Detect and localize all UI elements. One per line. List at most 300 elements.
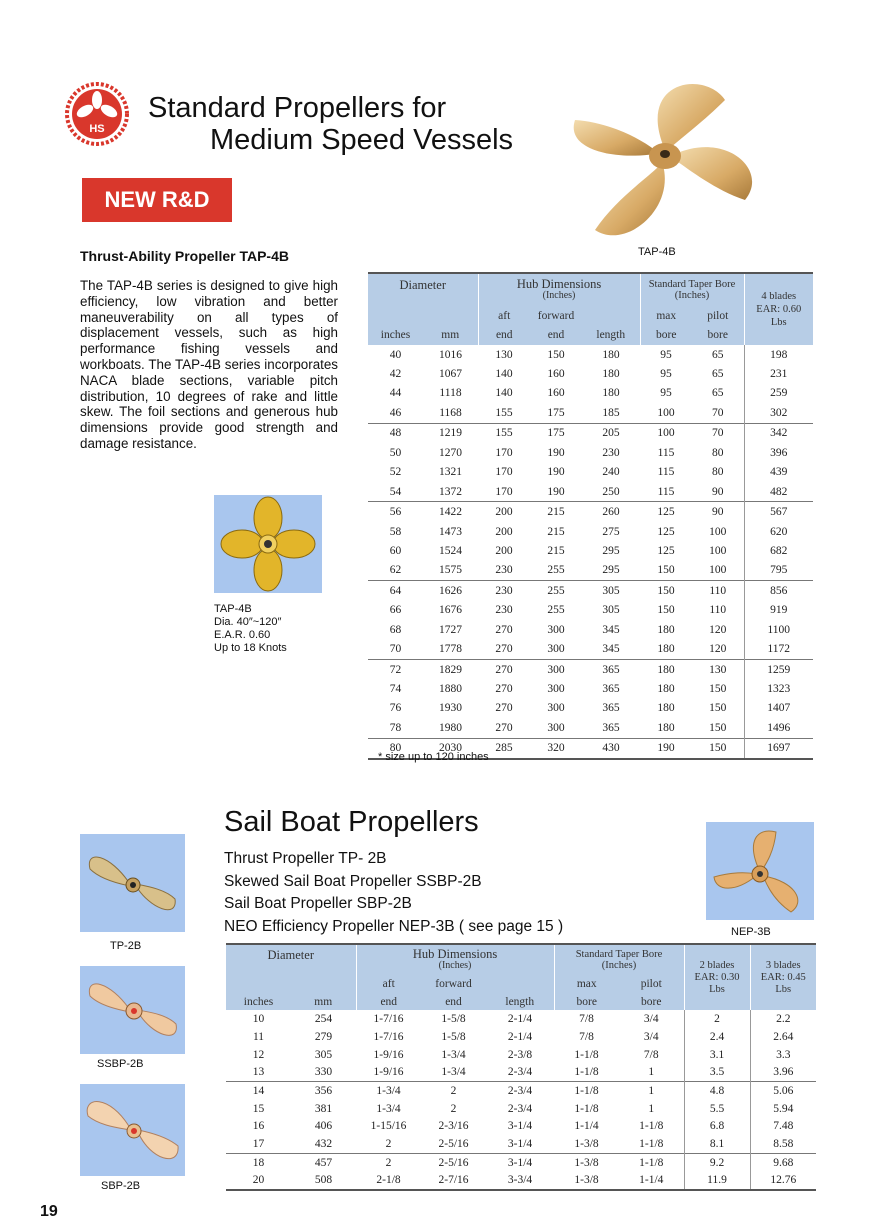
nep3b-photo bbox=[706, 822, 814, 920]
table-cell: 150 bbox=[709, 683, 727, 696]
table-cell: 1473 bbox=[439, 525, 462, 538]
sub-top: pilot bbox=[692, 306, 744, 325]
table-row bbox=[368, 620, 813, 639]
table-cell: 250 bbox=[602, 485, 620, 498]
table-cell: 140 bbox=[495, 368, 513, 381]
table-cell: 180 bbox=[602, 387, 620, 400]
table-cell: 68 bbox=[389, 623, 402, 636]
table-cell: 305 bbox=[314, 1048, 333, 1061]
table-cell: 300 bbox=[547, 643, 565, 656]
table-cell: 200 bbox=[495, 544, 513, 557]
spec-line: Up to 18 Knots bbox=[214, 642, 287, 654]
table-cell: 150 bbox=[692, 738, 744, 759]
table-cell: 66 bbox=[389, 604, 402, 617]
table-cell: 205 bbox=[582, 423, 640, 443]
table-cell: 150 bbox=[547, 348, 565, 361]
table-cell: 1676 bbox=[439, 604, 462, 617]
nep3b-caption: NEP-3B bbox=[731, 926, 771, 938]
table-cell: 160 bbox=[547, 387, 565, 400]
table-row bbox=[368, 679, 813, 698]
table-cell: 2-3/4 bbox=[486, 1082, 554, 1100]
col-group-bore bbox=[640, 273, 744, 306]
table-row bbox=[368, 482, 813, 502]
table-cell: 12 bbox=[252, 1048, 265, 1061]
table-cell: 230 bbox=[602, 446, 620, 459]
table-cell: 1-3/8 bbox=[574, 1138, 599, 1151]
company-logo bbox=[62, 76, 132, 148]
table-cell: 180 bbox=[602, 348, 620, 361]
table-row bbox=[368, 601, 813, 620]
table-cell: 1323 bbox=[744, 679, 813, 698]
table-cell: 95 bbox=[660, 348, 672, 361]
table-cell: 320 bbox=[530, 738, 582, 759]
table-cell: 1727 bbox=[439, 623, 462, 636]
table-cell: 100 bbox=[657, 406, 675, 419]
blades-label: 4 blades bbox=[761, 290, 797, 302]
table-cell: 52 bbox=[389, 466, 402, 479]
table-cell: 46 bbox=[389, 406, 402, 419]
table-cell: 95 bbox=[660, 387, 672, 400]
table-cell: 1-3/4 bbox=[376, 1102, 401, 1115]
col-weight-3-blades bbox=[750, 944, 816, 1010]
table-cell: 72 bbox=[368, 659, 423, 679]
table-cell: 439 bbox=[744, 463, 813, 482]
table-cell: 365 bbox=[582, 659, 640, 679]
table-cell: 919 bbox=[744, 601, 813, 620]
table-cell: 381 bbox=[314, 1102, 333, 1115]
table-cell: 70 bbox=[712, 406, 724, 419]
table-cell: 1626 bbox=[423, 581, 478, 601]
table-cell: 120 bbox=[709, 623, 727, 636]
table-cell: 275 bbox=[602, 525, 620, 538]
ear-label: EAR: 0.60 bbox=[756, 303, 802, 315]
table-cell: 356 bbox=[291, 1082, 356, 1100]
table-cell: 115 bbox=[657, 446, 675, 459]
table-cell: 1-15/16 bbox=[370, 1120, 407, 1133]
sbp2b-caption: SBP-2B bbox=[101, 1180, 141, 1192]
table-cell: 508 bbox=[314, 1174, 333, 1187]
sub-bottom: length bbox=[582, 325, 640, 344]
table-row bbox=[368, 463, 813, 482]
table-cell: 80 bbox=[368, 738, 423, 759]
table-cell: 270 bbox=[495, 702, 513, 715]
table-cell: 155 bbox=[478, 423, 530, 443]
spec-line: Dia. 40″~120″ bbox=[214, 616, 282, 628]
sub-bottom: bore bbox=[692, 325, 744, 344]
table-note: * size up to 120 inches bbox=[378, 751, 489, 763]
table-cell: 1-3/8 bbox=[554, 1153, 619, 1171]
table-cell: 90 bbox=[692, 502, 744, 522]
table-row bbox=[226, 1118, 816, 1136]
table-cell: 1-1/8 bbox=[574, 1048, 599, 1061]
sub-bottom: end bbox=[380, 995, 398, 1008]
table-cell: 180 bbox=[657, 721, 675, 734]
table-cell: 90 bbox=[712, 485, 724, 498]
three-blades-label: 3 blades bbox=[765, 959, 801, 971]
table-cell: 2-3/4 bbox=[507, 1066, 533, 1079]
table-cell: 80 bbox=[712, 446, 724, 459]
table-cell: 78 bbox=[389, 721, 402, 734]
col-group-hub bbox=[356, 944, 554, 975]
table-cell: 58 bbox=[389, 525, 402, 538]
page-number: 19 bbox=[40, 1203, 58, 1220]
table-cell: 100 bbox=[640, 423, 692, 443]
table-cell: 1-1/8 bbox=[639, 1120, 664, 1133]
table-cell: 3-1/4 bbox=[507, 1120, 533, 1133]
table-cell: 3.96 bbox=[750, 1063, 816, 1081]
table-cell: 254 bbox=[314, 1013, 333, 1026]
table-cell: 396 bbox=[744, 443, 813, 462]
table-cell: 62 bbox=[389, 564, 402, 577]
table-cell: 2.2 bbox=[750, 1010, 816, 1028]
logo-text: HS bbox=[89, 123, 105, 135]
hero-caption: TAP-4B bbox=[638, 246, 676, 258]
table-row bbox=[368, 581, 813, 601]
table-cell: 50 bbox=[389, 446, 402, 459]
table-row bbox=[368, 522, 813, 541]
table-cell: 300 bbox=[547, 721, 565, 734]
table-cell: 230 bbox=[478, 581, 530, 601]
table-cell: 1-5/8 bbox=[441, 1013, 466, 1026]
table-cell: 1829 bbox=[423, 659, 478, 679]
table-cell: 185 bbox=[602, 406, 620, 419]
table-cell: 795 bbox=[744, 561, 813, 581]
table-cell: 1-9/16 bbox=[373, 1048, 404, 1061]
tap4b-table-body bbox=[368, 345, 813, 759]
table-cell: 100 bbox=[709, 544, 727, 557]
table-cell: 342 bbox=[744, 423, 813, 443]
table-cell: 1-1/4 bbox=[639, 1174, 664, 1187]
table-cell: 230 bbox=[495, 564, 513, 577]
table-cell: 300 bbox=[547, 683, 565, 696]
table-cell: 180 bbox=[640, 659, 692, 679]
table-cell: 8.1 bbox=[684, 1135, 750, 1153]
table-cell: 125 bbox=[657, 525, 675, 538]
hub-label: Hub Dimensions bbox=[516, 277, 602, 291]
table-row bbox=[368, 541, 813, 560]
table-cell: 270 bbox=[495, 683, 513, 696]
spec-line: E.A.R. 0.60 bbox=[214, 629, 271, 641]
table-cell: 1270 bbox=[439, 446, 462, 459]
table-cell: 345 bbox=[602, 623, 620, 636]
table-cell: 3.5 bbox=[684, 1063, 750, 1081]
table-cell: 3.1 bbox=[684, 1046, 750, 1064]
table-cell: 255 bbox=[547, 564, 565, 577]
lbs-label: Lbs bbox=[775, 983, 792, 995]
ssbp2b-caption: SSBP-2B bbox=[97, 1058, 144, 1070]
title-line-1: Standard Propellers for bbox=[148, 92, 447, 124]
sub-bottom: end bbox=[445, 995, 462, 1008]
col-group-hub bbox=[478, 273, 640, 306]
sub-bottom: length bbox=[486, 993, 554, 1011]
table-cell: 215 bbox=[547, 544, 565, 557]
table-row bbox=[226, 1100, 816, 1118]
sail-table bbox=[226, 943, 816, 1191]
table-cell: 1778 bbox=[439, 643, 462, 656]
table-row bbox=[226, 1010, 816, 1028]
table-row bbox=[226, 1153, 816, 1171]
table-cell: 1172 bbox=[744, 639, 813, 659]
table-cell: 1-3/4 bbox=[356, 1082, 421, 1100]
table-cell: 2-1/4 bbox=[507, 1013, 533, 1026]
table-cell: 3-1/4 bbox=[486, 1153, 554, 1171]
table-cell: 70 bbox=[692, 423, 744, 443]
table-cell: 180 bbox=[657, 683, 675, 696]
table-cell: 3/4 bbox=[643, 1030, 659, 1043]
lbs-label: Lbs bbox=[709, 983, 725, 995]
table-cell: 2-7/16 bbox=[438, 1174, 469, 1187]
sail-section-title: Sail Boat Propellers bbox=[224, 806, 479, 838]
table-cell: 1930 bbox=[439, 702, 462, 715]
lbs-label: Lbs bbox=[770, 316, 787, 328]
table-cell: 2-5/16 bbox=[438, 1138, 469, 1151]
table-cell: 1-3/8 bbox=[574, 1174, 599, 1187]
table-cell: 1067 bbox=[439, 368, 462, 381]
table-cell: 1422 bbox=[423, 502, 478, 522]
sub-top: aft bbox=[498, 309, 511, 322]
col-weight bbox=[744, 273, 813, 345]
table-cell: 270 bbox=[478, 659, 530, 679]
table-cell: 682 bbox=[744, 541, 813, 560]
sub-top: aft bbox=[382, 977, 395, 990]
table-cell: 1496 bbox=[744, 718, 813, 738]
table-cell: 40 bbox=[389, 348, 402, 361]
table-cell: 1100 bbox=[744, 620, 813, 639]
table-cell: 100 bbox=[709, 564, 727, 577]
table-cell: 76 bbox=[389, 702, 402, 715]
table-cell: 44 bbox=[389, 387, 402, 400]
tap4b-spec bbox=[214, 603, 287, 655]
table-row bbox=[226, 1046, 816, 1064]
table-cell: 5.06 bbox=[750, 1082, 816, 1100]
bore-unit: (Inches) bbox=[601, 960, 637, 971]
table-cell: 95 bbox=[660, 368, 672, 381]
table-cell: 1-5/8 bbox=[441, 1030, 466, 1043]
sub-top: pilot bbox=[619, 975, 684, 993]
table-cell: 48 bbox=[368, 423, 423, 443]
sub-top: max bbox=[656, 309, 677, 322]
table-cell: 7/8 bbox=[579, 1013, 594, 1026]
table-cell: 2-3/8 bbox=[507, 1048, 533, 1061]
table-cell: 1524 bbox=[439, 544, 462, 557]
table-cell: 100 bbox=[709, 525, 727, 538]
table-row bbox=[368, 345, 813, 364]
table-row bbox=[368, 502, 813, 522]
table-cell: 215 bbox=[530, 502, 582, 522]
table-cell: 305 bbox=[582, 581, 640, 601]
table-cell: 12.76 bbox=[750, 1172, 816, 1191]
table-cell: 65 bbox=[712, 368, 724, 381]
table-cell: 110 bbox=[709, 604, 727, 617]
table-cell: 1118 bbox=[439, 387, 462, 400]
table-row bbox=[226, 1063, 816, 1081]
table-cell: 365 bbox=[602, 683, 620, 696]
col-weight-2-blades bbox=[684, 944, 750, 1010]
table-row bbox=[368, 423, 813, 443]
table-row bbox=[368, 364, 813, 383]
table-cell: 13 bbox=[252, 1066, 265, 1079]
table-cell: 1 bbox=[648, 1102, 655, 1115]
table-cell: 2-3/16 bbox=[438, 1120, 469, 1133]
table-cell: 1697 bbox=[744, 738, 813, 759]
table-cell: 1016 bbox=[439, 348, 462, 361]
table-cell: 2 bbox=[684, 1010, 750, 1028]
table-row bbox=[226, 1172, 816, 1191]
table-cell: 8.58 bbox=[750, 1135, 816, 1153]
sub-bottom: mm bbox=[423, 325, 478, 344]
table-cell: 302 bbox=[744, 403, 813, 423]
table-row bbox=[226, 1082, 816, 1100]
table-cell: 345 bbox=[602, 643, 620, 656]
table-cell: 1372 bbox=[439, 485, 462, 498]
col-group-diameter: Diameter bbox=[368, 273, 478, 306]
table-cell: 330 bbox=[314, 1066, 333, 1079]
tap4b-propeller-photo bbox=[555, 70, 770, 250]
table-cell: 1-1/8 bbox=[619, 1153, 684, 1171]
table-cell: 365 bbox=[602, 721, 620, 734]
table-cell: 300 bbox=[547, 623, 565, 636]
table-row bbox=[226, 1028, 816, 1046]
table-cell: 1575 bbox=[439, 564, 462, 577]
table-cell: 190 bbox=[547, 466, 565, 479]
sub-bottom: bore bbox=[656, 329, 677, 342]
table-cell: 160 bbox=[547, 368, 565, 381]
table-row bbox=[368, 403, 813, 423]
ear3-label: EAR: 0.45 bbox=[760, 971, 806, 983]
table-cell: 482 bbox=[744, 482, 813, 502]
table-cell: 190 bbox=[640, 738, 692, 759]
table-row bbox=[368, 699, 813, 718]
table-cell: 1-3/4 bbox=[441, 1066, 466, 1079]
table-cell: 259 bbox=[744, 384, 813, 403]
table-cell: 4.8 bbox=[684, 1082, 750, 1100]
table-cell: 170 bbox=[495, 485, 513, 498]
table-cell: 80 bbox=[712, 466, 724, 479]
table-cell: 74 bbox=[389, 683, 402, 696]
table-cell: 9.2 bbox=[684, 1153, 750, 1171]
table-cell: 230 bbox=[495, 604, 513, 617]
table-cell: 856 bbox=[744, 581, 813, 601]
table-cell: 110 bbox=[692, 581, 744, 601]
list-item: Sail Boat Propeller SBP-2B bbox=[224, 895, 412, 912]
table-cell: 180 bbox=[657, 623, 675, 636]
table-cell: 300 bbox=[547, 702, 565, 715]
sub-bottom: mm bbox=[291, 993, 356, 1011]
table-row bbox=[368, 443, 813, 462]
table-cell: 1880 bbox=[439, 683, 462, 696]
table-cell: 2 bbox=[450, 1102, 457, 1115]
table-cell: 180 bbox=[602, 368, 620, 381]
table-cell: 3-3/4 bbox=[507, 1174, 533, 1187]
table-cell: 1-3/4 bbox=[441, 1048, 466, 1061]
table-row bbox=[368, 659, 813, 679]
table-cell: 42 bbox=[389, 368, 402, 381]
table-cell: 64 bbox=[368, 581, 423, 601]
table-cell: 1407 bbox=[744, 699, 813, 718]
table-cell: 1-1/8 bbox=[574, 1102, 599, 1115]
table-cell: 2.64 bbox=[750, 1028, 816, 1046]
table-cell: 7/8 bbox=[579, 1030, 594, 1043]
sail-propeller-list bbox=[224, 848, 563, 938]
table-cell: 1-1/8 bbox=[639, 1138, 664, 1151]
hub-label: Hub Dimensions bbox=[412, 947, 498, 961]
table-cell: 10 bbox=[252, 1013, 265, 1026]
table-cell: 140 bbox=[495, 387, 513, 400]
tp2b-caption: TP-2B bbox=[110, 940, 142, 952]
table-cell: 5.5 bbox=[684, 1100, 750, 1118]
table-cell: 1321 bbox=[439, 466, 462, 479]
table-cell: 2-3/4 bbox=[507, 1102, 533, 1115]
table-cell: 190 bbox=[547, 446, 565, 459]
bore-unit: (Inches) bbox=[674, 290, 710, 301]
table-cell: 2 bbox=[356, 1153, 421, 1171]
hub-unit: (Inches) bbox=[542, 290, 576, 301]
table-cell: 300 bbox=[530, 659, 582, 679]
hub-unit: (Inches) bbox=[438, 960, 472, 971]
table-cell: 7/8 bbox=[643, 1048, 659, 1061]
table-cell: 200 bbox=[478, 502, 530, 522]
sub-top: forward bbox=[537, 309, 575, 322]
table-cell: 295 bbox=[602, 564, 620, 577]
table-cell: 155 bbox=[495, 406, 513, 419]
sub-bottom: end bbox=[547, 329, 565, 342]
table-cell: 150 bbox=[657, 564, 675, 577]
table-cell: 1980 bbox=[439, 721, 462, 734]
col-group-diameter: Diameter bbox=[226, 944, 356, 975]
table-cell: 125 bbox=[657, 544, 675, 557]
table-cell: 3-1/4 bbox=[507, 1138, 533, 1151]
ear2-label: EAR: 0.30 bbox=[694, 971, 740, 983]
sub-bottom: inches bbox=[380, 329, 411, 342]
tap4b-heading: Thrust-Ability Propeller TAP-4B bbox=[80, 248, 289, 264]
table-cell: 1-9/16 bbox=[373, 1066, 404, 1079]
sub-bottom: inches bbox=[243, 995, 274, 1008]
table-cell: 190 bbox=[547, 485, 565, 498]
table-cell: 170 bbox=[495, 466, 513, 479]
sub-top: max bbox=[576, 977, 597, 990]
table-cell: 1-1/8 bbox=[574, 1066, 599, 1079]
table-cell: 5.94 bbox=[750, 1100, 816, 1118]
table-cell: 1-7/16 bbox=[373, 1030, 404, 1043]
table-cell: 180 bbox=[657, 702, 675, 715]
table-cell: 9.68 bbox=[750, 1153, 816, 1171]
table-cell: 270 bbox=[495, 721, 513, 734]
table-cell: 432 bbox=[314, 1138, 333, 1151]
tp2b-photo bbox=[80, 834, 185, 932]
table-cell: 1-1/4 bbox=[574, 1120, 599, 1133]
new-rd-badge: NEW R&D bbox=[82, 178, 232, 222]
table-row bbox=[368, 639, 813, 659]
table-cell: 175 bbox=[530, 423, 582, 443]
table-cell: 1168 bbox=[439, 406, 462, 419]
table-cell: 1-1/8 bbox=[554, 1082, 619, 1100]
table-row bbox=[368, 384, 813, 403]
table-cell: 255 bbox=[530, 581, 582, 601]
table-cell: 150 bbox=[640, 581, 692, 601]
table-cell: 260 bbox=[582, 502, 640, 522]
page-title bbox=[148, 92, 513, 156]
table-cell: 150 bbox=[709, 721, 727, 734]
table-cell: 18 bbox=[226, 1153, 291, 1171]
sub-bottom: bore bbox=[576, 995, 597, 1008]
table-cell: 115 bbox=[657, 466, 675, 479]
table-cell: 130 bbox=[692, 659, 744, 679]
table-cell: 11 bbox=[252, 1030, 265, 1043]
table-cell: 198 bbox=[744, 345, 813, 364]
bore-label: Standard Taper Bore bbox=[575, 949, 663, 960]
table-cell: 14 bbox=[226, 1082, 291, 1100]
table-cell: 175 bbox=[547, 406, 565, 419]
